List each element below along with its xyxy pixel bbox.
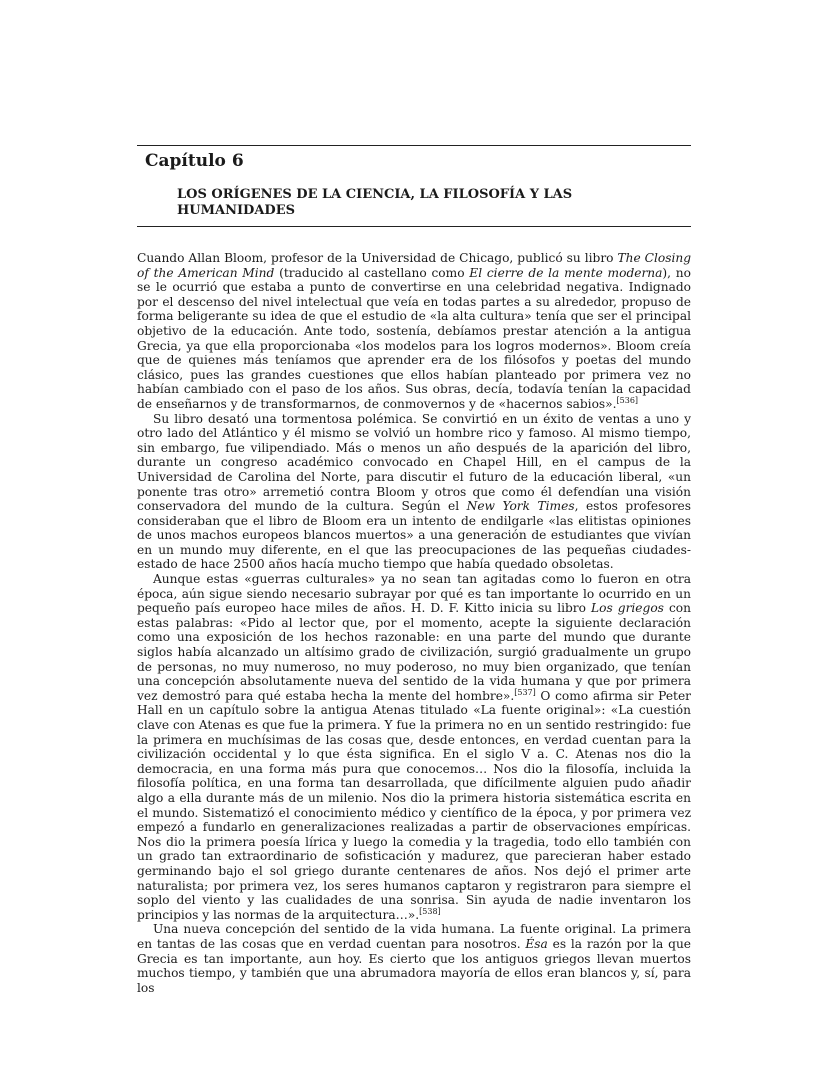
- paragraph-text: con estas palabras: «Pido al lector que, por el momento, acepte la siguiente declaración como una exposición de los hechos razonable: en una parte del mundo que durante siglos había alcanzado un altísimo grado de civilización, surgió gradualmente un grupo de personas, no muy numeroso, no muy poderoso, no muy bien organizado, que tenían una concepción absolutamente nueva del sentido de la vida humana y que por primera vez demostró para qué estaba hecha la mente del hombre».: [137, 601, 691, 703]
- italic-title: El cierre de la mente moderna: [469, 265, 663, 280]
- paragraph: [137, 412, 691, 573]
- header-rule-bottom: [137, 226, 691, 227]
- paragraph-text: es la razón por la que Grecia es tan importante, aun hoy. Es cierto que los antiguos griegos llevan muertos muchos tiempo, y también que una abrumadora mayoría de ellos eran blancos y, sí, para los: [137, 936, 691, 995]
- footnote-ref[interactable]: [536]: [616, 395, 639, 405]
- paragraph: [137, 922, 691, 995]
- italic-title: The Closing of the American Mind: [137, 251, 691, 280]
- footnote-ref[interactable]: [538]: [419, 906, 441, 916]
- paragraph: [137, 251, 691, 412]
- paragraph-text: Cuando Allan Bloom, profesor de la Universidad de Chicago, publicó su libro: [137, 251, 618, 265]
- paragraph: [137, 572, 691, 922]
- italic-title: New York Times: [466, 499, 575, 514]
- paragraph-text: O como afirma sir Peter Hall en un capítulo sobre la antigua Atenas titulado «La fuente original»: «La cuestión clave con Atenas es que fue la primera. Y fue la primera no en un sentido restringido: fue la primera en muchísimas de las cosas que, desde entonces, en verdad cuentan para la civilización occidental y lo que ésta significa. En el siglo V a. C. Atenas nos dio la democracia, en una forma más pura que conocemos… Nos dio la filosofía, incluida la filosofía política, en una forma tan desarrollada, que difícilmente alguien pudo añadir algo a ella durante más de un milenio. Nos dio la primera historia sistemática escrita en el mundo. Sistematizó el conocimiento médico y científico de la época, y por primera vez empezó a fundarlo en generalizaciones realizadas a partir de observaciones empíricas. Nos dio la primera poesía lírica y luego la comedia y la tragedia, todo ello también con un grado tan extraordinario de sofisticación y madurez, que parecieran haber estado germinando bajo el sol griego durante centenares de años. Nos dejó el primer arte naturalista; por primera vez, los seres humanos captaron y registraron para siempre el soplo del viento y las cualidades de una sonrisa. Sin ayuda de nadie inventaron los principios y las normas de la arquitectura…».: [137, 688, 692, 922]
- paragraph-text: Aunque estas «guerras culturales» ya no sean tan agitadas como lo fueron en otra época, aún sigue siendo necesario subrayar por qué es tan importante lo ocurrido en un pequeño país europeo hace miles de años. H. D. F. Kitto inicia su libro: [137, 572, 691, 616]
- body-text: [137, 251, 691, 995]
- paragraph-text: Su libro desató una tormentosa polémica. Se convirtió en un éxito de ventas a uno y otro lado del Atlántico y él mismo se volvió un hombre rico y famoso. Al mismo tiempo, sin embargo, fue vilipendiado. Más o menos un año después de la aparición del libro, durante un congreso académico convocado en Chapel Hill, en el campus de la Universidad de Carolina del Norte, para discutir el futuro de la educación liberal, «un ponente tras otro» arremetió contra Bloom y otros que como él defendían una visión conservadora del mundo de la cultura. Según el: [137, 411, 691, 514]
- paragraph-text: (traducido al castellano como: [274, 265, 470, 280]
- section-title: LOS ORÍGENES DE LA CIENCIA, LA FILOSOFÍA Y LAS HUMANIDADES: [177, 187, 573, 218]
- paragraph-text: Una nueva concepción del sentido de la vida humana. La fuente original. La primera en tantas de las cosas que en verdad cuentan para nosotros.: [137, 922, 691, 951]
- paragraph-text: , estos profesores consideraban que el libro de Bloom era un intento de endilgarle «las elitistas opiniones de unos machos europeos blancos muertos» a una generación de estudiantes que vivían en un mundo muy diferente, en el que las preocupaciones de las pequeñas ciudades-estado de hace 2500 años hacía mucho tiempo que había quedado obsoletas.: [137, 499, 691, 572]
- chapter-label: Capítulo 6: [145, 151, 244, 171]
- italic-title: Ésa: [525, 936, 548, 951]
- header-rule-top: [137, 145, 691, 146]
- italic-title: Los griegos: [591, 601, 664, 616]
- footnote-ref[interactable]: [537]: [514, 687, 536, 697]
- paragraph-text: ), no se le ocurrió que estaba a punto de convertirse en una celebridad negativa. Indignado por el descenso del nivel intelectual que veía en todas partes a su alrededor, propuso de forma beligerante su idea de que el estudio de «la alta cultura» tenía que ser el principal objetivo de la educación. Ante todo, sostenía, debíamos prestar atención a la antigua Grecia, ya que ella proporcionaba «los modelos para los logros modernos». Bloom creía que de quienes más teníamos que aprender era de los filósofos y poetas del mundo clásico, pues las grandes cuestiones que ellos habían planteado por primera vez no habían cambiado con el paso de los años. Sus obras, decía, todavía tenían la capacidad de enseñarnos y de transformarnos, de conmovernos y de «hacernos sabios».: [137, 265, 691, 411]
